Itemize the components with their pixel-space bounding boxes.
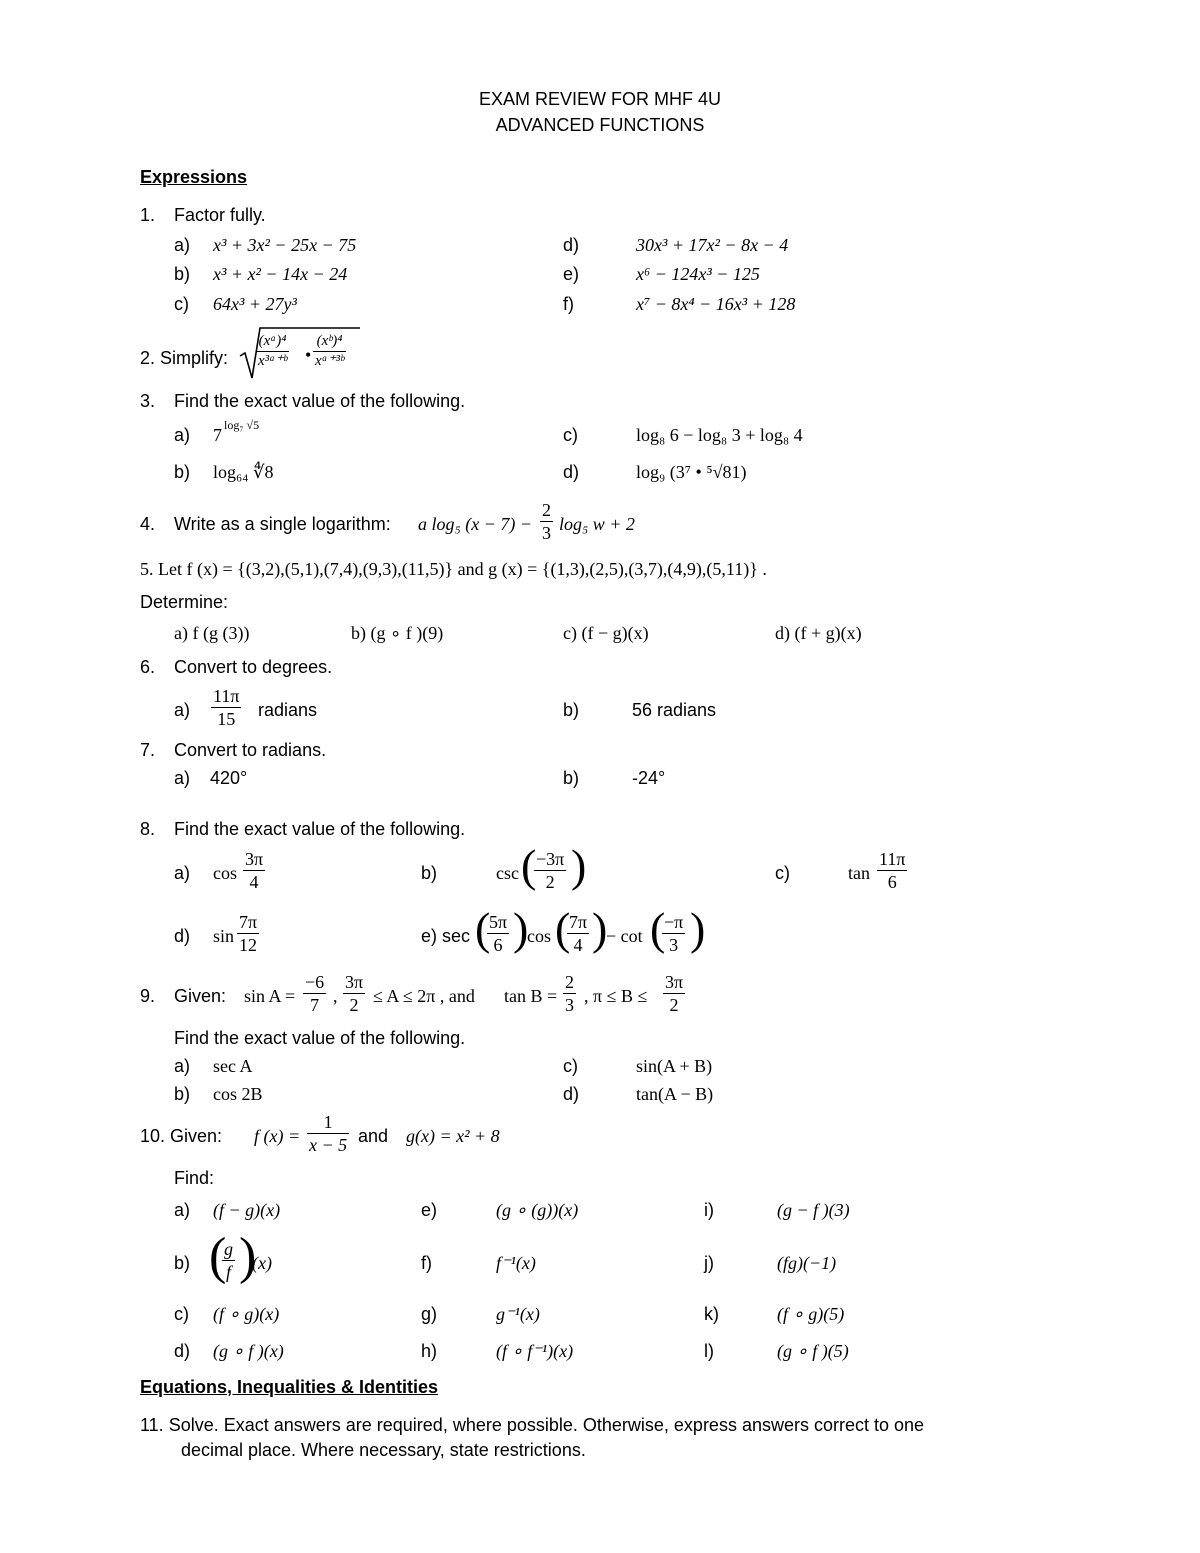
q9-number: 9. (140, 986, 156, 1006)
q10f-label: f) (421, 1253, 432, 1273)
q11-line-1: 11. Solve. Exact answers are required, where possible. Otherwise, express answers correct to one (140, 1415, 925, 1435)
q8b-fraction (534, 848, 566, 893)
q1d-expression: 30x³ + 17x² − 8x − 4 (636, 235, 789, 255)
q8b-numerator: −3π (536, 849, 565, 869)
q6b-expression: 56 radians (632, 700, 717, 720)
q8e-paren-2-right: ) (592, 903, 608, 954)
q9d-label: d) (563, 1084, 580, 1104)
q8e-paren-1-left: ( (475, 903, 491, 954)
q10k-label: k) (704, 1304, 719, 1324)
section-equations-heading: Equations, Inequalities & Identities (140, 1377, 439, 1397)
q10l-expression: (g ∘ f )(5) (777, 1341, 849, 1361)
q10b-numerator: g (224, 1239, 233, 1259)
q5d-expression: d) (f + g)(x) (775, 623, 862, 643)
q9b-label: b) (174, 1084, 191, 1104)
q10-fx: f (x) = (254, 1126, 301, 1146)
q8c-denominator: 6 (887, 872, 897, 892)
q10d-label: d) (174, 1341, 191, 1361)
q1a-label: a) (174, 235, 191, 255)
q9c-label: c) (563, 1056, 578, 1076)
q8c-fraction (877, 848, 907, 893)
q3-number: 3. (140, 391, 156, 411)
q6a-label: a) (174, 700, 191, 720)
q1b-label: b) (174, 264, 191, 284)
q9-tanB-numerator: 2 (565, 972, 574, 992)
q3c-expression: log₈ 6 − log₈ 3 + log₈ 4 (636, 425, 803, 445)
q8c-function: tan (848, 863, 870, 883)
q7b-expression: -24° (632, 768, 666, 788)
q2-fraction-2-denominator: xᵃ⁺³ᵇ (315, 353, 345, 369)
q6-text: Convert to degrees. (174, 657, 333, 677)
q8e-function-3: − cot (606, 926, 643, 946)
q8e-paren-3-left: ( (650, 903, 666, 954)
q10-gx: g(x) = x² + 8 (406, 1126, 500, 1146)
q8a-label: a) (174, 863, 191, 883)
q10c-label: c) (174, 1304, 189, 1324)
q10b-denominator: f (225, 1262, 231, 1282)
q10f-expression: f⁻¹(x) (496, 1253, 536, 1273)
q8b-function: csc (496, 863, 519, 883)
q1d-label: d) (563, 235, 580, 255)
q10d-expression: (g ∘ f )(x) (213, 1341, 284, 1361)
q8a-function: cos (213, 863, 237, 883)
q7-text: Convert to radians. (174, 740, 327, 760)
q8e-denominator-2: 4 (573, 935, 583, 955)
q8a-numerator: 3π (245, 849, 264, 869)
q5c-expression: c) (f − g)(x) (563, 623, 649, 643)
q10a-label: a) (174, 1200, 191, 1220)
q10-and: and (358, 1126, 389, 1146)
q8d-denominator: 12 (239, 935, 258, 955)
q9-rangeB: , π ≤ B ≤ (584, 986, 648, 1006)
q5-statement: 5. Let f (x) = {(3,2),(5,1),(7,4),(9,3),(11,5)} and g (x) = {(1,3),(2,5),(3,7),(4,9),(5,11)} . (140, 559, 767, 579)
q10i-label: i) (704, 1200, 714, 1220)
q8e-numerator-2: 7π (569, 912, 588, 932)
q3a-base: 7 (213, 425, 222, 445)
q10-f-fraction (307, 1111, 349, 1156)
q9b-expression: cos 2B (213, 1084, 263, 1104)
q7a-label: a) (174, 768, 191, 788)
q10g-label: g) (421, 1304, 438, 1324)
q8e-denominator-1: 6 (493, 935, 503, 955)
doc-title: EXAM REVIEW FOR MHF 4U (478, 89, 721, 109)
q3b-expression: log₆₄ ∜8 (213, 462, 274, 482)
q10e-expression: (g ∘ (g))(x) (496, 1200, 579, 1220)
q8e-numerator-1: 5π (489, 912, 508, 932)
q2-label: 2. Simplify: (140, 348, 229, 368)
q2-fraction-2-numerator: (xᵇ)⁴ (313, 332, 346, 352)
q1f-expression: x⁷ − 8x⁴ − 16x³ + 128 (636, 294, 796, 314)
q10b-argument: (x) (252, 1253, 272, 1273)
q8c-label: c) (775, 863, 790, 883)
q5b-expression: b) (g ∘ f )(9) (351, 623, 444, 643)
q10-find: Find: (174, 1168, 215, 1188)
q8e-fraction-3 (662, 911, 685, 956)
q4-expression-part1: a log₅ (x − 7) − (418, 514, 533, 534)
q1c-label: c) (174, 294, 189, 314)
q10b-fraction (222, 1238, 235, 1283)
q10e-label: e) (421, 1200, 438, 1220)
q10h-expression: (f ∘ f⁻¹)(x) (496, 1341, 574, 1361)
q5a-expression: a) f (g (3)) (174, 623, 250, 643)
q10i-expression: (g − f )(3) (777, 1200, 850, 1220)
q10c-expression: (f ∘ g)(x) (213, 1304, 280, 1324)
q8d-function: sin (213, 926, 235, 946)
q9-fraction-sinA (303, 971, 326, 1016)
q8e-paren-1-right: ) (513, 903, 529, 954)
q6a-fraction-numerator: 11π (213, 686, 240, 706)
q6a-unit: radians (258, 700, 318, 720)
q8b-label: b) (421, 863, 438, 883)
q8e-fraction-2 (567, 911, 589, 956)
q8a-denominator: 4 (249, 872, 259, 892)
q1-number: 1. (140, 205, 156, 225)
q8e-function-2: cos (527, 926, 551, 946)
q8a-fraction (243, 848, 265, 893)
q9-sinA-numerator: −6 (305, 972, 325, 992)
q9c-expression: sin(A + B) (636, 1056, 713, 1076)
q10j-expression: (fg)(−1) (777, 1253, 837, 1273)
q10g-expression: g⁻¹(x) (496, 1304, 540, 1324)
q11-line-2: decimal place. Where necessary, state restrictions. (181, 1440, 586, 1460)
q2-dot: • (305, 345, 312, 365)
q9-rangeA: ≤ A ≤ 2π , and (373, 986, 475, 1006)
q8e-paren-3-right: ) (690, 903, 706, 954)
q9-sinA: sin A = (244, 986, 296, 1006)
q1a-expression: x³ + 3x² − 25x − 75 (213, 235, 357, 255)
q9-tanB-denominator: 3 (565, 995, 574, 1015)
q8c-numerator: 11π (879, 849, 906, 869)
q9-upperB-denominator: 2 (669, 995, 679, 1015)
q8d-label: d) (174, 926, 191, 946)
q10j-label: j) (704, 1253, 714, 1273)
q8-text: Find the exact value of the following. (174, 819, 466, 839)
q1f-label: f) (563, 294, 574, 314)
q10-label: 10. Given: (140, 1126, 223, 1146)
q10h-label: h) (421, 1341, 438, 1361)
q9-sinA-denominator: 7 (310, 995, 320, 1015)
q9-lowerA-numerator: 3π (345, 972, 364, 992)
q2-fraction-1-numerator: (xᵃ)⁴ (256, 332, 289, 352)
q3-text: Find the exact value of the following. (174, 391, 466, 411)
q4-number: 4. (140, 514, 156, 534)
q8e-label: e) sec (421, 926, 471, 946)
q1e-label: e) (563, 264, 580, 284)
q2-fraction-2 (313, 332, 346, 371)
q10b-left-paren: ( (209, 1228, 227, 1285)
q9-upperB-numerator: 3π (665, 972, 684, 992)
q8e-fraction-1 (487, 911, 509, 956)
q4-text: Write as a single logarithm: (174, 514, 391, 534)
q6-number: 6. (140, 657, 156, 677)
q3c-label: c) (563, 425, 578, 445)
q10a-expression: (f − g)(x) (213, 1200, 281, 1220)
q7-number: 7. (140, 740, 156, 760)
q9-lowerA-denominator: 2 (349, 995, 359, 1015)
q8e-paren-2-left: ( (555, 903, 571, 954)
q1e-expression: x⁶ − 124x³ − 125 (636, 264, 760, 284)
q3b-label: b) (174, 462, 191, 482)
q9-fraction-tanB (563, 971, 576, 1016)
q4-fraction (540, 499, 553, 544)
q5-determine: Determine: (140, 592, 229, 612)
q9a-expression: sec A (213, 1056, 253, 1076)
q9a-label: a) (174, 1056, 191, 1076)
doc-subtitle: ADVANCED FUNCTIONS (495, 115, 705, 135)
q6a-fraction-denominator: 15 (217, 709, 236, 729)
q8b-left-paren: ( (521, 840, 537, 891)
q9-fraction-upperB (663, 971, 685, 1016)
q9-tanB: tan B = (504, 986, 558, 1006)
q8b-denominator: 2 (545, 872, 555, 892)
q8e-denominator-3: 3 (669, 935, 679, 955)
q3d-expression: log₉ (3⁷ • ⁵√81) (636, 462, 747, 482)
q10k-expression: (f ∘ g)(5) (777, 1304, 845, 1324)
q9d-expression: tan(A − B) (636, 1084, 714, 1104)
q8d-fraction (237, 911, 259, 956)
q3a-label: a) (174, 425, 191, 445)
q1b-expression: x³ + x² − 14x − 24 (213, 264, 348, 284)
q1c-expression: 64x³ + 27y³ (213, 294, 297, 314)
q3d-label: d) (563, 462, 580, 482)
q7b-label: b) (563, 768, 580, 788)
q9-fraction-lowerA (343, 971, 365, 1016)
q10b-right-paren: ) (239, 1228, 257, 1285)
q10b-label: b) (174, 1253, 191, 1273)
q8-number: 8. (140, 819, 156, 839)
q8b-right-paren: ) (571, 840, 587, 891)
section-expressions-heading: Expressions (140, 167, 248, 187)
q10-f-denominator: x − 5 (309, 1135, 348, 1155)
q10l-label: l) (704, 1341, 714, 1361)
q3a-exponent: log₇ √5 (224, 418, 260, 432)
q10-f-numerator: 1 (307, 1111, 349, 1134)
q9-text: Find the exact value of the following. (174, 1028, 466, 1048)
q2-fraction-1-denominator: x³ᵃ⁺ᵇ (258, 353, 288, 369)
q7a-expression: 420° (210, 768, 248, 788)
q9-given: Given: (174, 986, 227, 1006)
q4-expression-part2: log₅ w + 2 (559, 514, 635, 534)
q2-fraction-1 (256, 332, 289, 371)
q8d-numerator: 7π (239, 912, 258, 932)
q6a-fraction (211, 685, 241, 730)
q4-fraction-numerator: 2 (542, 500, 551, 520)
q1-text: Factor fully. (174, 205, 266, 225)
q9-comma: , (333, 986, 338, 1006)
q6b-label: b) (563, 700, 580, 720)
q8e-numerator-3: −π (664, 912, 684, 932)
q4-fraction-denominator: 3 (542, 523, 551, 543)
